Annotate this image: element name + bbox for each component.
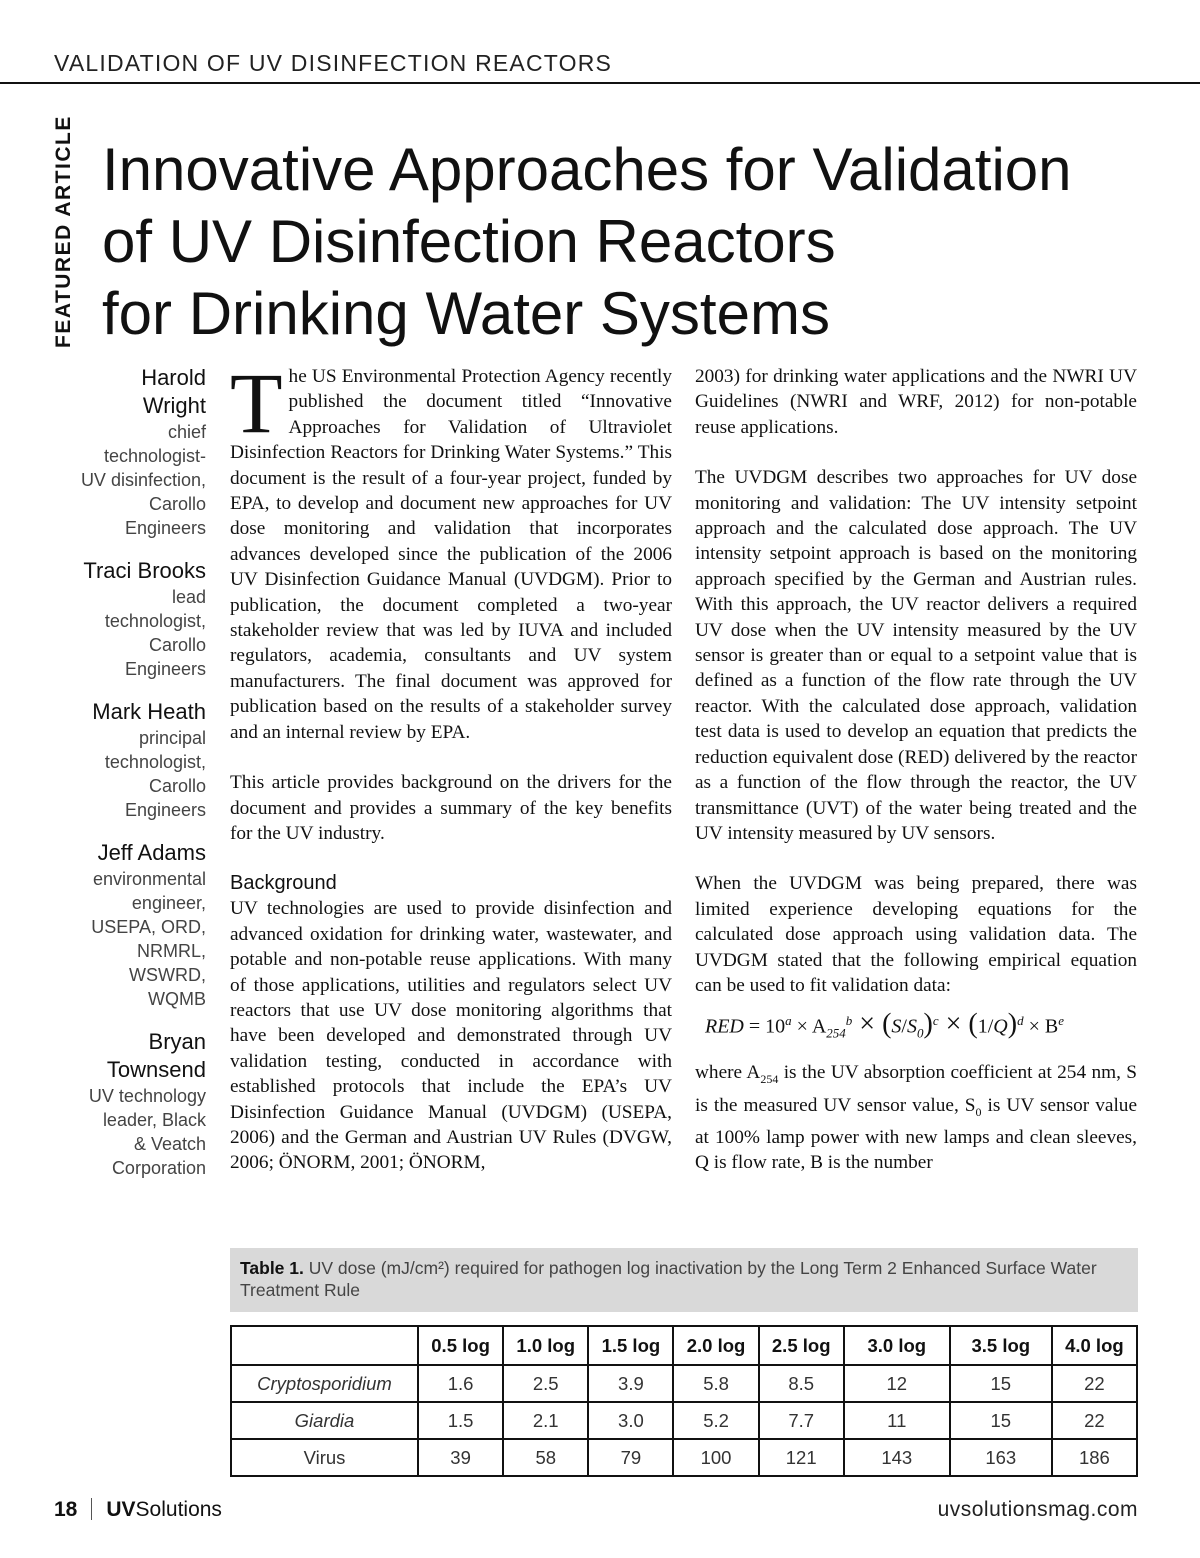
- red-equation: [705, 1008, 1137, 1046]
- author-role: UV technology: [88, 1086, 206, 1106]
- table-cell: 5.8: [673, 1365, 758, 1402]
- author-role: Carollo: [148, 494, 206, 514]
- table-header-cell: 3.5 log: [950, 1326, 1052, 1365]
- featured-article-label: [52, 92, 76, 348]
- author-role: NRMRL,: [136, 941, 206, 961]
- table-row-label: Cryptosporidium: [231, 1365, 418, 1402]
- author-role: Carollo: [148, 635, 206, 655]
- author-role: leader, Black: [102, 1110, 206, 1130]
- eq-lhs: RED: [705, 1016, 744, 1038]
- body-paragraph: When the UVDGM was being prepared, there was limited experience developing equations for the calculated dose approach using validation data. The UVDGM stated that the following empirical equation can be used to fit validation data:: [695, 873, 1137, 996]
- table-row: [231, 1365, 1137, 1402]
- table-cell: 186: [1052, 1439, 1137, 1476]
- eq-subscript: 254: [826, 1026, 846, 1041]
- section-heading-background: Background: [230, 872, 337, 895]
- author-role: Engineers: [124, 518, 206, 538]
- eq-part: × (: [852, 1009, 892, 1040]
- text-run: is the UV absorption coefficient at 254 nm, S is the measured UV sensor value, S: [695, 1062, 1137, 1116]
- author-name: Traci Brooks: [83, 558, 206, 583]
- table-cell: 143: [844, 1439, 950, 1476]
- eq-part: ): [1007, 1009, 1018, 1040]
- table-caption-text: UV dose (mJ/cm²) required for pathogen log inactivation by the Long Term 2 Enhanced Surface Water Treatment Rule: [240, 1258, 1097, 1300]
- body-column-right: [695, 364, 1137, 1201]
- author-adams: [20, 839, 206, 1011]
- table-row: [231, 1439, 1137, 1476]
- table-row-label: Virus: [231, 1439, 418, 1476]
- table-cell: 11: [844, 1402, 950, 1439]
- eq-part: Q: [993, 1016, 1008, 1038]
- brand-rest: Solutions: [135, 1498, 222, 1521]
- author-role: environmental: [92, 869, 206, 889]
- table-cell: 3.0: [588, 1402, 673, 1439]
- author-name: Harold: [141, 365, 206, 390]
- table-cell: 100: [673, 1439, 758, 1476]
- table-header-row: [231, 1326, 1137, 1365]
- table-cell: 163: [950, 1439, 1052, 1476]
- author-role: Engineers: [124, 800, 206, 820]
- author-role: WQMB: [148, 989, 206, 1009]
- table-cell: 2.5: [503, 1365, 588, 1402]
- page-number: 18: [54, 1498, 78, 1521]
- eq-part: 1: [977, 1016, 988, 1038]
- author-role: lead: [171, 587, 206, 607]
- table-row-label: Giardia: [231, 1402, 418, 1439]
- table-header-cell: 1.5 log: [588, 1326, 673, 1365]
- table-cell: 79: [588, 1439, 673, 1476]
- author-role: engineer,: [131, 893, 206, 913]
- featured-article-text: FEATURED ARTICLE: [52, 115, 75, 348]
- body-paragraph: The UVDGM describes two approaches for UV dose monitoring and validation: The UV intensity setpoint approach and the calculated dose approach. The UV intensity setpoint approach is based on the monitoring approach specified by the German and Austrian rules. With this approach, the UV reactor delivers a required UV dose when the UV intensity measured by the UV sensor is greater than or equal to a setpoint value that is defined as a function of the flow rate through the UV reactor. With the calculated dose approach, validation test data is used to develop an equation that predicts the reduction equivalent dose (RED) delivered by the reactor as a function of the flow through the reactor, the UV transmittance (UVT) of the water being treated and the UV intensity measured by UV sensors.: [695, 467, 1137, 844]
- table-cell: 8.5: [759, 1365, 844, 1402]
- eq-exponent: a: [785, 1013, 792, 1029]
- author-heath: [20, 698, 206, 822]
- footer-left: [54, 1498, 222, 1522]
- table-cell: 15: [950, 1402, 1052, 1439]
- author-townsend: [20, 1028, 206, 1180]
- table-cell: 1.5: [418, 1402, 503, 1439]
- eq-exponent: d: [1017, 1013, 1024, 1029]
- body-paragraph: 2003) for drinking water applications and the NWRI UV Guidelines (NWRI and WRF, 2012) for non-potable reuse applications.: [695, 366, 1137, 438]
- body-column-left: [230, 355, 672, 1201]
- table-header-cell: 3.0 log: [844, 1326, 950, 1365]
- table-cell: 121: [759, 1439, 844, 1476]
- eq-part: × B: [1023, 1016, 1059, 1038]
- title-line-2: of UV Disinfection Reactors: [102, 208, 836, 275]
- author-name: Jeff Adams: [97, 840, 206, 865]
- subscript: 0: [975, 1104, 982, 1119]
- author-role: principal: [138, 728, 206, 748]
- table-header-cell: [231, 1326, 418, 1365]
- author-brooks: [20, 557, 206, 681]
- eq-part: /: [987, 1016, 994, 1038]
- author-name: Wright: [142, 393, 206, 418]
- eq-part: = 10: [743, 1016, 786, 1038]
- table-header-cell: 4.0 log: [1052, 1326, 1137, 1365]
- author-role: & Veatch: [133, 1134, 206, 1154]
- table-header-cell: 0.5 log: [418, 1326, 503, 1365]
- uv-dose-table: [230, 1325, 1138, 1477]
- table-cell: 22: [1052, 1402, 1137, 1439]
- eq-part: × (: [938, 1009, 978, 1040]
- title-line-3: for Drinking Water Systems: [102, 280, 830, 347]
- author-role: Engineers: [124, 659, 206, 679]
- table-cell: 3.9: [588, 1365, 673, 1402]
- eq-part: S: [891, 1016, 902, 1038]
- author-list: [20, 364, 206, 1197]
- table-cell: 5.2: [673, 1402, 758, 1439]
- header-rule: [0, 82, 1200, 84]
- table-header-cell: 2.5 log: [759, 1326, 844, 1365]
- table-cell: 39: [418, 1439, 503, 1476]
- table-header-cell: 2.0 log: [673, 1326, 758, 1365]
- author-role: technologist-: [103, 446, 206, 466]
- eq-exponent: c: [932, 1013, 939, 1029]
- author-role: technologist,: [104, 752, 206, 772]
- table-cell: 15: [950, 1365, 1052, 1402]
- eq-subscript: 0: [916, 1026, 924, 1041]
- eq-part: /: [901, 1016, 907, 1038]
- author-role: technologist,: [104, 611, 206, 631]
- body-paragraph: [695, 1060, 1137, 1175]
- eq-exponent: b: [845, 1013, 853, 1029]
- text-run: where A: [695, 1062, 761, 1084]
- table-cell: 2.1: [503, 1402, 588, 1439]
- body-paragraph: This article provides background on the drivers for the document and provides a summary of the key benefits for the UV industry.: [230, 772, 672, 844]
- author-role: chief: [167, 422, 206, 442]
- author-role: WSWRD,: [129, 965, 206, 985]
- drop-cap: T: [230, 355, 283, 451]
- table-cell: 22: [1052, 1365, 1137, 1402]
- footer-url: uvsolutionsmag.com: [937, 1498, 1138, 1521]
- table-cell: 12: [844, 1365, 950, 1402]
- author-name: Mark Heath: [92, 699, 206, 724]
- table-cell: 7.7: [759, 1402, 844, 1439]
- eq-part: ): [923, 1009, 933, 1040]
- text-run: is UV sensor value at 100% lamp power with new lamps and clean sleeves, Q is flow rate, B is the number: [695, 1094, 1137, 1174]
- author-role: USEPA, ORD,: [91, 917, 206, 937]
- table-caption-label: Table 1.: [240, 1258, 304, 1278]
- running-head: VALIDATION OF UV DISINFECTION REACTORS: [54, 50, 613, 76]
- author-name: Townsend: [106, 1057, 206, 1082]
- title-line-1: Innovative Approaches for Validation: [102, 136, 1072, 203]
- eq-part: × A: [791, 1016, 827, 1038]
- author-role: UV disinfection,: [80, 470, 206, 490]
- eq-part: S: [906, 1016, 917, 1038]
- eq-exponent: e: [1058, 1013, 1064, 1029]
- intro-text: he US Environmental Protection Agency recently published the document titled “Innovative Approaches for Validation of Ultraviolet Disinfection Reactors for Drinking Water Systems.” This document is the result of a four-year project, funded by EPA, to develop and document new approaches for UV dose monitoring and validation that incorporates advances developed since the publication of the 2006 UV Disinfection Guidance Manual (UVDGM). Prior to publication, the document completed a two-year stakeholder review that was led by IUVA and included regulators, academia, consultants and UV system manufacturers. The final document was approved for publication based on the results of a stakeholder survey and an internal review by EPA.: [230, 366, 672, 743]
- article-title: [102, 134, 1162, 350]
- footer-divider: [91, 1498, 92, 1520]
- intro-paragraph: [230, 355, 672, 745]
- author-role: Carollo: [148, 776, 206, 796]
- table-cell: 1.6: [418, 1365, 503, 1402]
- table-caption: [230, 1248, 1138, 1312]
- author-name: Bryan: [148, 1029, 206, 1054]
- body-paragraph: UV technologies are used to provide disinfection and advanced oxidation for drinking water, wastewater, and potable and non-potable reuse applications. With many of those applications, utilities and regulators select UV reactors that use UV dose monitoring algorithms that have been developed and demonstrated through UV validation testing, conducted in accordance with established protocols that include the EPA’s UV Disinfection Guidance Manual (UVDGM) (USEPA, 2006) and the German and Austrian UV Rules (DVGW, 2006; ÖNORM, 2001; ÖNORM,: [230, 898, 672, 1174]
- table-cell: 58: [503, 1439, 588, 1476]
- author-wright: [20, 364, 206, 540]
- table-header-cell: 1.0 log: [503, 1326, 588, 1365]
- table-row: [231, 1402, 1137, 1439]
- author-role: Corporation: [111, 1158, 206, 1178]
- subscript: 254: [760, 1072, 779, 1087]
- brand-bold: UV: [106, 1498, 136, 1521]
